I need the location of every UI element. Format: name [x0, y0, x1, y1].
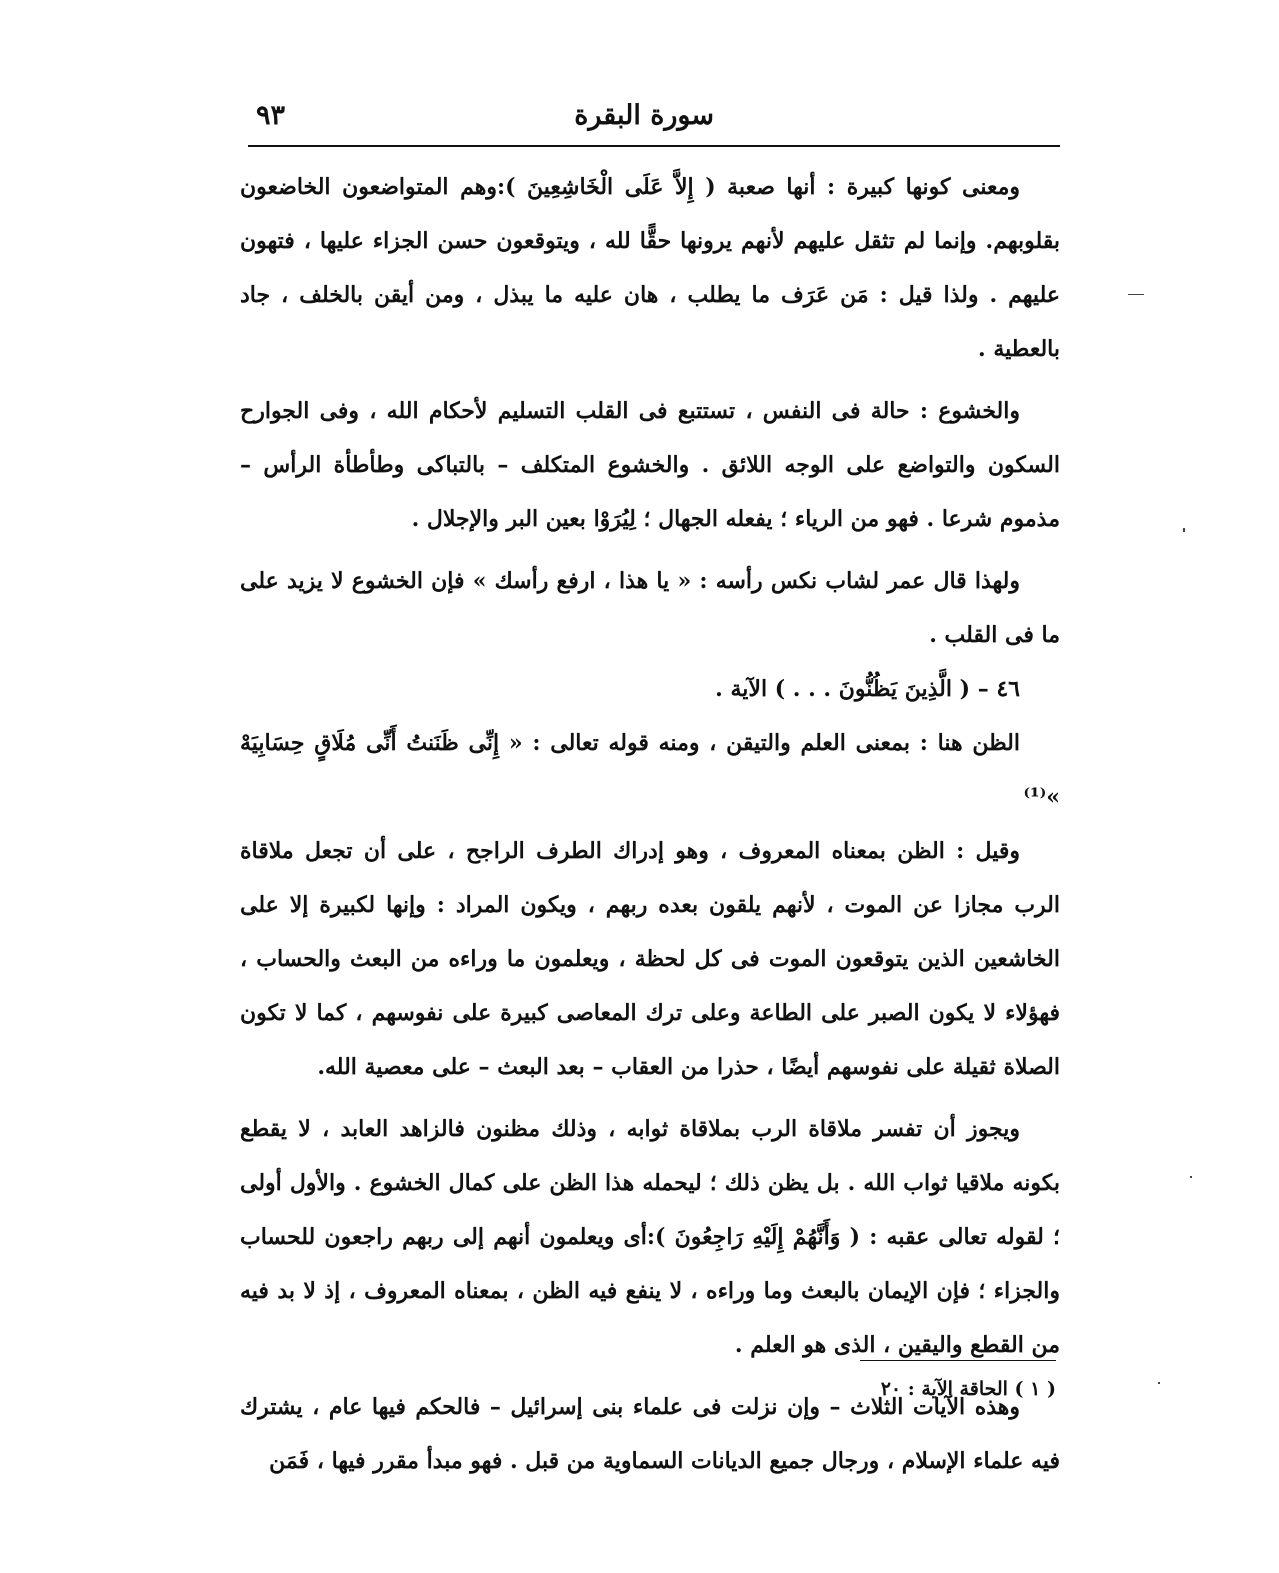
- margin-mark: [1158, 1382, 1160, 1384]
- paragraph-alternative-view: وقيل : الظن بمعناه المعروف ، وهو إدراك الطرف الراجح ، على أن تجعل ملاقاة الرب مجازا عن الموت ، لأنهم يلقون بعده ربهم ، ويكون المراد : وإنها لكبيرة إلا على الخاشعين الذين يتوقعون الموت فى كل لحظة ، ويعلمون ما وراءه من البعث والحساب ، فهؤلاء لا يكون الصبر على الطاعة وعلى ترك المعاصى كبيرة على نفوسهم ، كما لا تكون الصلاة ثقيلة على نفوسهم أيضًا ، حذرا من العقاب – بعد البعث – على معصية الله.: [240, 838, 1060, 1080]
- page-header: [248, 100, 1060, 144]
- running-head-title: سورة البقرة: [574, 100, 714, 131]
- paragraph-meeting-reward: ويجوز أن تفسر ملاقاة الرب بملاقاة ثوابه ، وذلك مظنون فالزاهد العابد ، لا يقطع بكونه ملاقيا ثواب الله . بل يظن ذلك ؛ ليحمله هذا الظن على كمال الخشوع . والأول أولى ؛ لقوله تعالى عقبه : ( وَأَنَّهُمْ إِلَيْهِ رَاجِعُونَ ):أى ويعلمون أنهم إلى ربهم راجعون للحساب والجزاء ؛ فإن الإيمان بالبعث وما وراءه ، لا ينفع فيه الظن ، بمعناه المعروف ، إذ لا بد فيه من القطع واليقين ، الذى هو العلم .: [240, 1116, 1060, 1358]
- body-text: [240, 160, 1060, 1488]
- margin-mark: [1128, 294, 1144, 295]
- paragraph-zann-meaning: الظن هنا : بمعنى العلم والتيقن ، ومنه قوله تعالى : « إِنِّى ظَنَنتُ أَنِّى مُلَاقٍ حِسَابِيَهْ »⁽¹⁾: [240, 730, 1060, 810]
- paragraph-umar-saying: ولهذا قال عمر لشاب نكس رأسه : « يا هذا ، ارفع رأسك » فإن الخشوع لا يزيد على ما فى القلب .: [240, 568, 1060, 648]
- page-number: ٩٣: [256, 100, 286, 131]
- margin-mark: [1190, 1176, 1192, 1178]
- paragraph-khushu-definition: والخشوع : حالة فى النفس ، تستتبع فى القلب التسليم لأحكام الله ، وفى الجوارح السكون والتواضع على الوجه اللائق . والخشوع المتكلف – بالتباكى وطأطأة الرأس – مذموم شرعا . فهو من الرياء ؛ يفعله الجهال ؛ لِيُرَوْا بعين البر والإجلال .: [240, 398, 1060, 532]
- footnote: ( ١ ) الحاقة الآية : ٢٠: [880, 1378, 1056, 1400]
- verse-heading-46: ٤٦ – ( الَّذِينَ يَظُنُّونَ . . . ) الآية .: [715, 676, 1020, 702]
- margin-mark: [1183, 528, 1185, 532]
- header-rule: [248, 145, 1060, 147]
- footnote-rule: [860, 1360, 1056, 1361]
- paragraph-three-verses: وهذه الآيات الثلاث – وإن نزلت فى علماء بنى إسرائيل – فالحكم فيها عام ، يشترك فيه علماء الإسلام ، ورجال جميع الديانات السماوية من قبل . فهو مبدأ مقرر فيها ، فَمَن: [240, 1394, 1060, 1474]
- paragraph-meaning-of-kabira: ومعنى كونها كبيرة : أنها صعبة ( إِلاَّ عَلَى الْخَاشِعِينَ ):وهم المتواضعون الخاضعون بقلوبهم. وإنما لم تثقل عليهم لأنهم يرونها حقًّا لله ، ويتوقعون حسن الجزاء عليها ، فتهون عليهم . ولذا قيل : مَن عَرَف ما يطلب ، هان عليه ما يبذل ، ومن أيقن بالخلف ، جاد بالعطية .: [240, 174, 1060, 362]
